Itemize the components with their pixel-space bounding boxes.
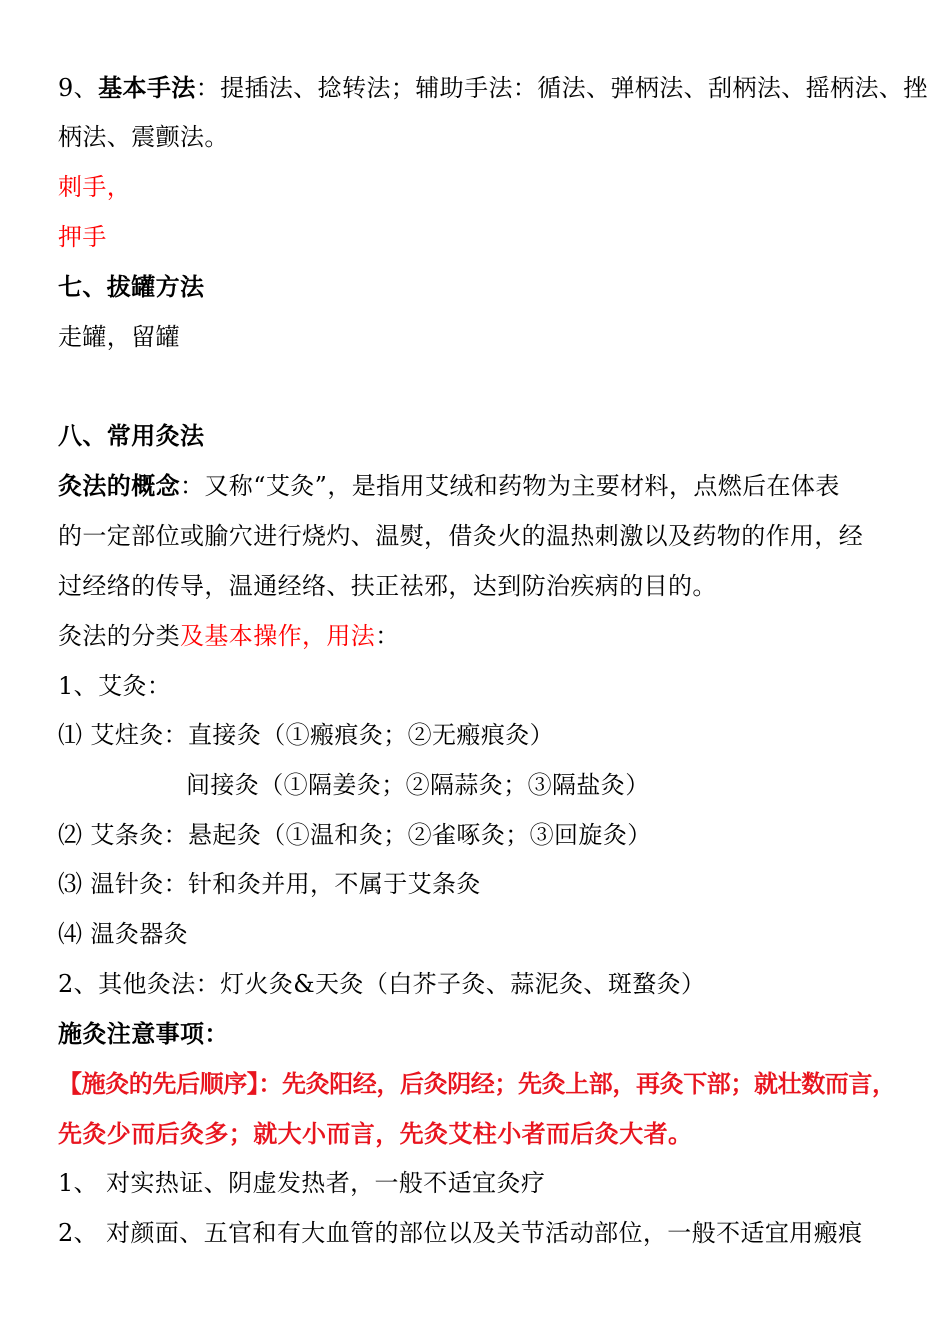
moxa-device-line: ⑷ 温灸器灸 (58, 920, 189, 948)
classification-label: 灸法的分类 (58, 622, 180, 650)
precaution-item-2: 2、 对颜面、五官和有大血管的部位以及关节活动部位，一般不适宜用瘢痕 (58, 1219, 863, 1247)
moxibustion-order-line-1: 【施灸的先后顺序】：先灸阳经，后灸阴经；先灸上部，再灸下部；就壮数而言， (58, 1069, 896, 1098)
precaution-item-1: 1、 对实热证、阴虚发热者，一般不适宜灸疗 (58, 1169, 546, 1197)
classification-red-text: 及基本操作，用法 (180, 622, 376, 650)
item-number: 9、 (58, 74, 99, 102)
other-moxibustion-line: 2、其他灸法：灯火灸&天灸（白芥子灸、蒜泥灸、斑蝥灸） (58, 970, 706, 998)
moxa-stick-line: ⑵ 艾条灸：悬起灸（①温和灸；②雀啄灸；③回旋灸） (58, 821, 652, 849)
section-heading-cupping: 七、拔罐方法 (58, 272, 205, 301)
concept-text: ：又称“艾灸”，是指用艾绒和药物为主要材料，点燃后在体表 (180, 472, 840, 500)
moxa-cone-line: ⑴ 艾炷灸：直接灸（①瘢痕灸；②无瘢痕灸） (58, 721, 555, 749)
moxibustion-concept-line-3: 过经络的传导，温通经络、扶正祛邪，达到防治疾病的目的。 (58, 572, 717, 600)
moxibustion-concept-line-2: 的一定部位或腧穴进行烧灼、温熨，借灸火的温热刺激以及药物的作用，经 (58, 522, 864, 550)
basic-techniques-line (58, 72, 928, 104)
moxibustion-order-line-2: 先灸少而后灸多；就大小而言，先灸艾柱小者而后灸大者。 (58, 1119, 693, 1148)
precautions-heading: 施灸注意事项： (58, 1019, 229, 1048)
concept-label: 灸法的概念 (58, 471, 180, 500)
classification-colon: ： (375, 622, 400, 650)
warm-needle-line: ⑶ 温针灸：针和灸并用，不属于艾条灸 (58, 870, 481, 898)
moxibustion-classification-line (58, 620, 400, 652)
cishou-text: 刺手， (58, 173, 132, 201)
basic-techniques-label: 基本手法 (98, 73, 196, 102)
indirect-moxa-line: 间接灸（①隔姜灸；②隔蒜灸；③隔盐灸） (186, 771, 650, 799)
section-heading-moxibustion: 八、常用灸法 (58, 421, 205, 450)
moxa-item-1: 1、艾灸： (58, 672, 172, 700)
basic-techniques-continuation: 柄法、震颤法。 (58, 123, 229, 151)
yashou-text: 押手 (58, 223, 107, 251)
moxibustion-concept-line-1 (58, 470, 840, 502)
cupping-methods: 走罐，留罐 (58, 323, 180, 351)
basic-techniques-text: ：提插法、捻转法；辅助手法：循法、弹柄法、刮柄法、摇柄法、挫 (195, 74, 928, 102)
